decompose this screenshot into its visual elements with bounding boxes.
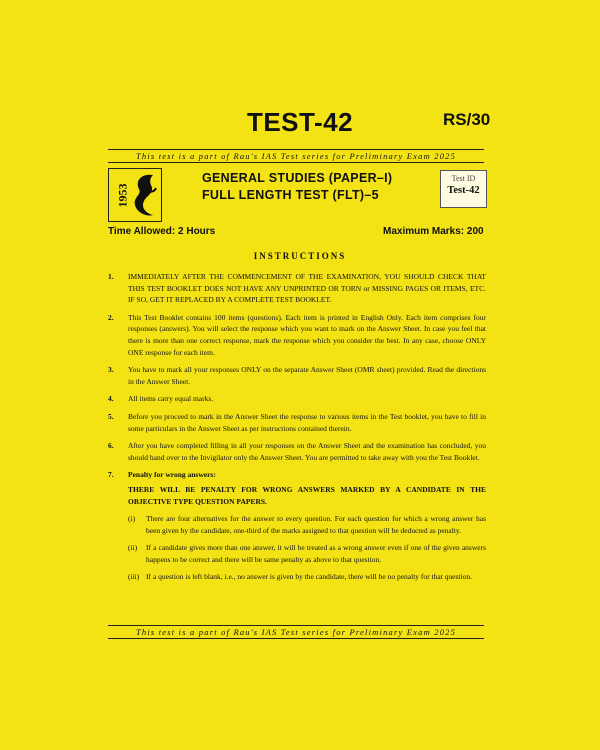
instructions-heading: INSTRUCTIONS <box>253 251 347 261</box>
institute-logo <box>108 168 162 222</box>
test-name-heading: FULL LENGTH TEST (FLT)–5 <box>202 188 379 202</box>
maximum-marks: Maximum Marks: 200 <box>383 226 484 237</box>
logo-mark-icon <box>127 171 159 219</box>
instruction-item: 3. You have to mark all your responses ONLY on the separate Answer Sheet (OMR sheet) provided. Read the directions in the Answer Sheet. <box>108 365 486 386</box>
time-allowed: Time Allowed: 2 Hours <box>108 226 216 237</box>
test-id-value: Test-42 <box>447 185 480 196</box>
test-id-box <box>440 170 487 208</box>
header-rule-top <box>108 149 484 150</box>
penalty-sub-item: (ii) If a candidate gives more than one answer, it will be treated as a wrong answer even if one of the given answers happens to be correct and there will be same penalty as above to that question. <box>128 543 486 564</box>
test-id-label: Test ID <box>451 174 476 183</box>
test-code: RS/30 <box>443 110 491 129</box>
instructions-list <box>108 271 486 589</box>
penalty-heading: Penalty for wrong answers: <box>128 470 216 480</box>
penalty-sub-item: (i) There are four alternatives for the answer to every question. For each question for which a wrong answer has been given by the candidate, one-third of the marks assigned to that question will be deducted as penalty. <box>128 514 486 535</box>
series-note-bottom: This test is a part of Rau's IAS Test series for Preliminary Exam 2025 <box>135 627 457 637</box>
instruction-item: 4. All items carry equal marks. <box>108 394 214 404</box>
penalty-notice: THERE WILL BE PENALTY FOR WRONG ANSWERS MARKED BY A CANDIDATE IN THE OBJECTIVE TYPE QUESTION PAPERS. <box>128 484 486 506</box>
logo-year: 1953 <box>115 183 130 208</box>
instruction-item: 7. Penalty for wrong answers: THERE WILL BE PENALTY FOR WRONG ANSWERS MARKED BY A CANDIDATE IN THE OBJECTIVE TYPE QUESTION PAPERS. (i) There are four alternatives for the answer to every question. For each question for which a wrong answer has been given by the candidate, one-third of the marks assigned to that question will be deducted as penalty. (ii) If a candidate gives more than one answer, it will be treated as a wrong answer even if one of the given answers happens to be correct and there will be same penalty as above to that question. (iii) If a question is left blank, i.e., no answer is given by the candidate, there will be no penalty for that question. <box>108 470 486 582</box>
header-rule-bottom <box>108 162 484 163</box>
instruction-item: 2. This Test Booklet contains 100 items (questions). Each item is printed in English Only. Each item comprises four responses (answers). You will select the response which you want to mark on the Answer Sheet. In case you feel that there is more than one correct response, mark the response which you consider the best. In any case, choose ONLY ONE response for each item. <box>108 312 486 357</box>
test-title: TEST-42 <box>246 107 354 137</box>
footer-rule-bottom <box>108 638 484 639</box>
subject-heading: GENERAL STUDIES (PAPER–I) <box>202 171 393 185</box>
instruction-item: 1. IMMEDIATELY AFTER THE COMMENCEMENT OF THE EXAMINATION, YOU SHOULD CHECK THAT THIS TEST BOOKLET DOES NOT HAVE ANY UNPRINTED OR TORN or MISSING PAGES OR ITEMS, ETC. IF SO, GET IT REPLACED BY A COMPLETE TEST BOOKLET. <box>108 272 486 305</box>
penalty-sub-item: (iii) If a question is left blank, i.e., no answer is given by the candidate, there will be no penalty for that question. <box>128 572 472 582</box>
instruction-item: 5. Before you proceed to mark in the Answer Sheet the response to various items in the Test booklet, you have to fill in some particulars in the Answer Sheet as per instructions contained therein. <box>108 411 486 433</box>
series-note-top: This test is a part of Rau's IAS Test series for Preliminary Exam 2025 <box>135 151 457 161</box>
footer-rule-top <box>108 625 484 626</box>
instruction-item: 6. After you have completed filling in all your responses on the Answer Sheet and the examination has concluded, you should hand over to the Invigilator only the Answer Sheet. You are permitted to take away with you the Test Booklet. <box>108 441 486 462</box>
